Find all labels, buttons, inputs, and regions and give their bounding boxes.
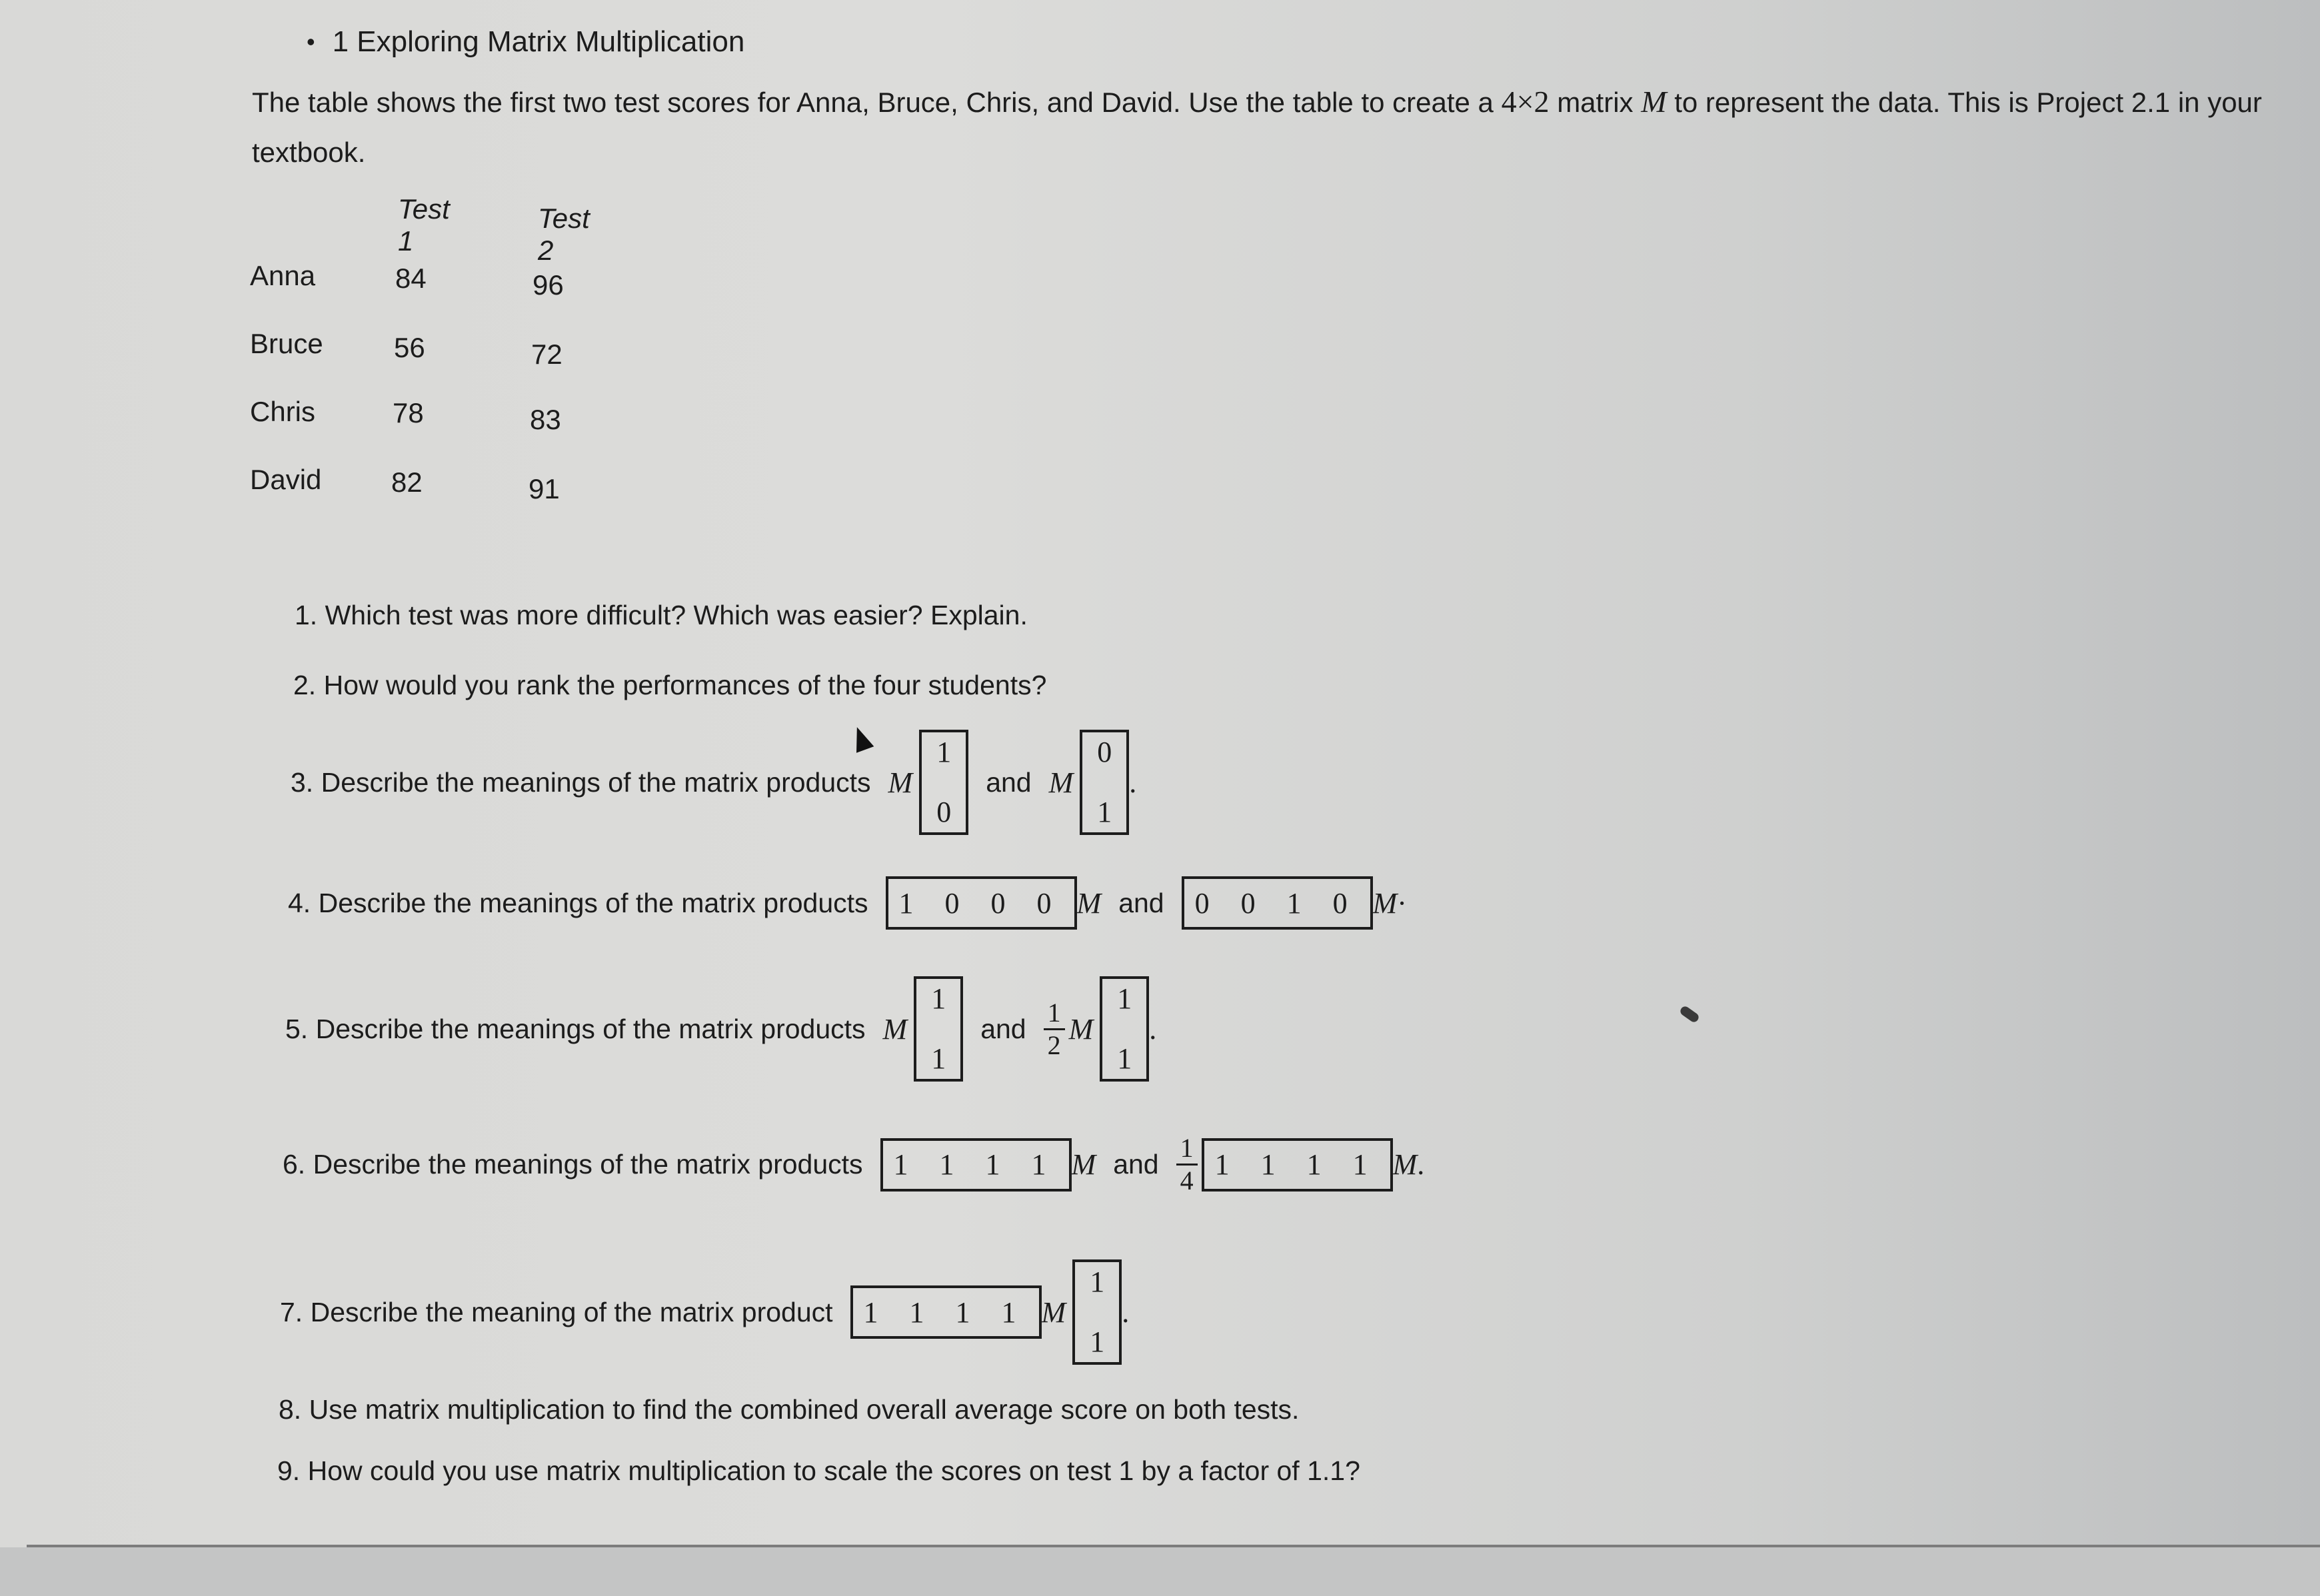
question-1-text: 1. Which test was more difficult? Which was easier? Explain. bbox=[295, 600, 1028, 630]
question-1 bbox=[295, 600, 1028, 631]
question-7-text: 7. Describe the meaning of the matrix product bbox=[280, 1296, 833, 1327]
question-6 bbox=[283, 1133, 1424, 1196]
matrix-m: M bbox=[1392, 1148, 1418, 1181]
row-vector-1111: 1 1 1 1 bbox=[1202, 1138, 1393, 1192]
question-2-text: 2. How would you rank the performances of the four students? bbox=[293, 670, 1047, 700]
intro-text-3: to represent the data. This is Project 2.1 in your textbook. bbox=[252, 87, 2262, 168]
column-vector-1-1 bbox=[1100, 976, 1149, 1082]
question-4 bbox=[288, 876, 1407, 930]
matrix-m: M bbox=[1041, 1295, 1066, 1329]
dot: · bbox=[1397, 886, 1407, 920]
vector-entry: 1 bbox=[936, 736, 952, 768]
intro-paragraph bbox=[252, 77, 2278, 177]
row-vector-1111: 1 1 1 1 bbox=[880, 1138, 1072, 1192]
question-4-math bbox=[886, 876, 1407, 930]
matrix-m: M bbox=[1068, 1012, 1094, 1046]
question-3 bbox=[291, 730, 1136, 835]
question-8-text: 8. Use matrix multiplication to find the combined overall average score on both tests. bbox=[279, 1394, 1300, 1425]
intro-text-1: The table shows the first two test scores for Anna, Bruce, Chris, and David. Use the table to create a bbox=[252, 87, 1502, 118]
row-name-chris: Chris bbox=[250, 396, 316, 427]
fraction-one-half bbox=[1044, 998, 1065, 1061]
row-vector-1111: 1 1 1 1 bbox=[850, 1285, 1042, 1339]
vector-entry: 0 bbox=[936, 796, 952, 828]
period: . bbox=[1417, 1148, 1425, 1181]
row-name-anna: Anna bbox=[250, 260, 316, 291]
fraction-denominator: 4 bbox=[1180, 1166, 1194, 1196]
cell-bruce-test2: 72 bbox=[531, 339, 563, 370]
question-6-math bbox=[880, 1133, 1425, 1196]
question-7-math bbox=[850, 1259, 1130, 1365]
cell-david-test2: 91 bbox=[529, 473, 560, 504]
pen-mark-icon bbox=[1679, 1005, 1701, 1024]
period: . bbox=[1129, 766, 1137, 799]
matrix-m: M bbox=[888, 766, 913, 799]
matrix-variable: M bbox=[1641, 85, 1667, 119]
vector-entry: 1 bbox=[1097, 796, 1112, 828]
question-5-math bbox=[883, 976, 1157, 1082]
intro-text-2: matrix bbox=[1549, 87, 1642, 118]
question-5 bbox=[285, 976, 1156, 1082]
matrix-m: M bbox=[1372, 886, 1398, 920]
fraction-denominator: 2 bbox=[1047, 1030, 1061, 1060]
cell-david-test1: 82 bbox=[391, 466, 423, 498]
bottom-strip bbox=[0, 1547, 2320, 1596]
vector-entry: 1 bbox=[1117, 1042, 1132, 1075]
column-vector-1-1 bbox=[1072, 1259, 1122, 1365]
question-4-text: 4. Describe the meanings of the matrix products bbox=[288, 887, 868, 918]
and-word: and bbox=[986, 766, 1032, 798]
question-9-text: 9. How could you use matrix multiplication to scale the scores on test 1 by a factor of 1.1? bbox=[277, 1455, 1360, 1486]
question-3-text: 3. Describe the meanings of the matrix products bbox=[291, 766, 871, 798]
cell-bruce-test1: 56 bbox=[394, 332, 425, 363]
row-name-bruce: Bruce bbox=[250, 328, 323, 359]
question-7 bbox=[280, 1259, 1129, 1365]
bullet-icon: • bbox=[307, 28, 315, 55]
question-6-text: 6. Describe the meanings of the matrix products bbox=[283, 1149, 863, 1180]
cell-chris-test1: 78 bbox=[393, 397, 424, 428]
vector-entry: 0 bbox=[1097, 736, 1112, 768]
question-3-math bbox=[888, 730, 1137, 835]
cell-anna-test2: 96 bbox=[533, 269, 564, 301]
matrix-m: M bbox=[1071, 1148, 1096, 1181]
question-5-text: 5. Describe the meanings of the matrix products bbox=[285, 1013, 866, 1044]
cell-chris-test2: 83 bbox=[530, 404, 561, 435]
vector-entry: 1 bbox=[1117, 982, 1132, 1015]
question-2 bbox=[293, 670, 1046, 701]
column-vector-1-1 bbox=[914, 976, 963, 1082]
question-8 bbox=[279, 1394, 1299, 1425]
fraction-numerator: 1 bbox=[1176, 1133, 1198, 1166]
fraction-one-quarter bbox=[1176, 1133, 1198, 1196]
row-name-david: David bbox=[250, 464, 322, 495]
matrix-m: M bbox=[1048, 766, 1074, 799]
section-title-text: 1 Exploring Matrix Multiplication bbox=[332, 25, 745, 58]
matrix-m: M bbox=[1076, 886, 1102, 920]
period: . bbox=[1149, 1012, 1157, 1046]
row-vector-0010: 0 0 1 0 bbox=[1182, 876, 1373, 930]
column-vector-1-0 bbox=[919, 730, 968, 835]
fraction-numerator: 1 bbox=[1044, 998, 1065, 1030]
row-vector-1000: 1 0 0 0 bbox=[886, 876, 1077, 930]
header-test-1: Test 1 bbox=[398, 193, 450, 257]
period: . bbox=[1122, 1295, 1130, 1329]
and-word: and bbox=[1118, 887, 1164, 918]
matrix-m: M bbox=[882, 1012, 908, 1046]
matrix-dimensions: 4×2 bbox=[1501, 85, 1550, 119]
vector-entry: 1 bbox=[1090, 1265, 1105, 1298]
vector-entry: 1 bbox=[931, 1042, 946, 1075]
cell-anna-test1: 84 bbox=[395, 263, 427, 294]
column-vector-0-1 bbox=[1080, 730, 1129, 835]
question-9 bbox=[277, 1455, 1360, 1487]
header-test-2: Test 2 bbox=[538, 203, 590, 266]
and-word: and bbox=[1113, 1149, 1159, 1180]
vector-entry: 1 bbox=[931, 982, 946, 1015]
vector-entry: 1 bbox=[1090, 1325, 1105, 1358]
and-word: and bbox=[980, 1013, 1026, 1044]
section-title bbox=[307, 25, 744, 59]
